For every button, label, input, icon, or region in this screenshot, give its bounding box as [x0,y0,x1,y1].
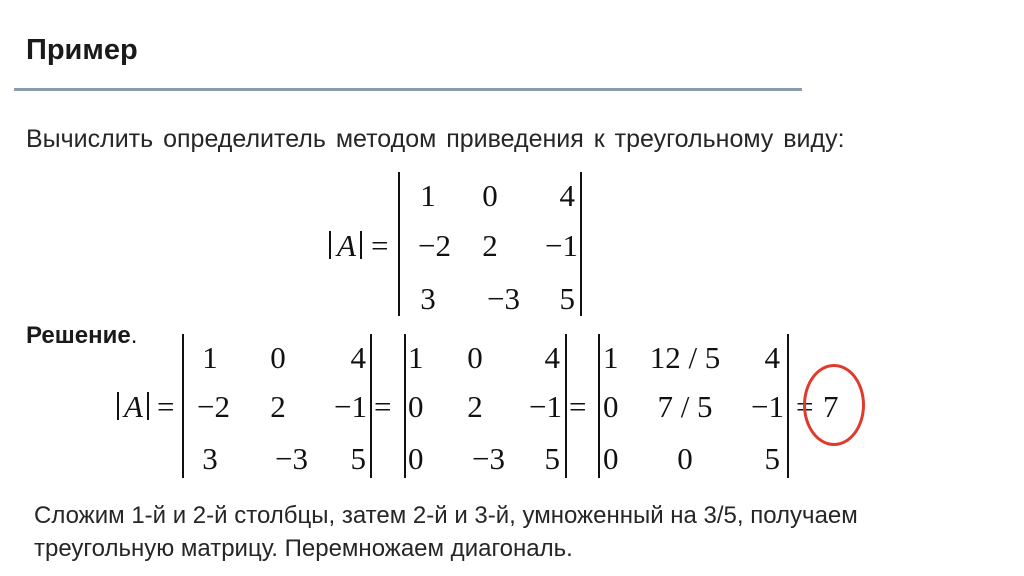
equals-sign: = [569,389,587,424]
matrix-cell: 5 [544,441,560,476]
matrix-cell: 0 [482,178,498,213]
equals-sign: = [157,389,175,424]
abs-bar-left [117,392,119,420]
matrix-cell: 4 [350,340,366,375]
matrix-cell: 0 [603,441,619,476]
matrix-cell: 0 [270,340,286,375]
matrix-bar-left [598,334,600,478]
matrix-cell: 1 [603,340,619,375]
title-divider [14,88,802,91]
solution-label-bold: Решение [26,322,131,349]
matrix-cell: 1 [202,340,218,375]
matrix-cell: 2 [482,228,498,263]
matrix-cell: 4 [764,340,780,375]
slide-title: Пример [26,34,138,66]
matrix-cell: 12 / 5 [649,340,721,375]
matrix-bar-right [565,334,567,478]
matrix-cell: 3 [202,441,218,476]
result-value: 7 [823,389,839,424]
matrix-cell: 0 [408,441,424,476]
matrix-cell: 1 [420,178,436,213]
matrix-cell: −3 [275,441,308,476]
matrix-cell: 2 [270,389,286,424]
matrix-cell: 0 [467,340,483,375]
abs-bar-right [360,231,362,259]
matrix-cell: 0 [408,389,424,424]
matrix-cell: −2 [418,228,451,263]
solution-label-dot: . [130,322,138,349]
matrix-cell: 0 [677,441,693,476]
matrix-cell: 3 [420,281,436,316]
result-highlight-circle [803,364,865,446]
matrix-cell: −3 [487,281,520,316]
problem-statement: Вычислить определитель методом приведения к треугольному виду: [26,125,845,153]
matrix-cell: −1 [751,389,784,424]
equals-sign: = [374,389,392,424]
matrix-cell: 2 [467,389,483,424]
matrix-bar-right [580,172,582,316]
equals-sign: = [371,228,389,263]
matrix-bar-right [787,334,789,478]
matrix-cell: 5 [559,281,575,316]
det-symbol: A [124,389,143,424]
matrix-cell: 0 [603,389,619,424]
explanation-text: Сложим 1-й и 2-й столбцы, затем 2-й и 3-й, умноженный на 3/5, получаем треугольную матрицу. Перемножаем диагональ. [34,502,858,562]
matrix-cell: −1 [529,389,562,424]
matrix-cell: −1 [334,389,367,424]
solution-label [26,322,137,350]
matrix-cell: 1 [408,340,424,375]
matrix-bar-right [370,334,372,478]
matrix-cell: −2 [197,389,230,424]
matrix-cell: 5 [350,441,366,476]
det-symbol: A [337,228,356,263]
matrix-cell: 4 [544,340,560,375]
abs-bar-right [147,392,149,420]
matrix-cell: 7 / 5 [657,389,713,424]
matrix-bar-left [404,334,406,478]
matrix-cell: −1 [545,228,578,263]
matrix-cell: 5 [764,441,780,476]
equals-sign: = [796,389,814,424]
abs-bar-left [329,231,331,259]
matrix-cell: 4 [559,178,575,213]
matrix-cell: −3 [472,441,505,476]
